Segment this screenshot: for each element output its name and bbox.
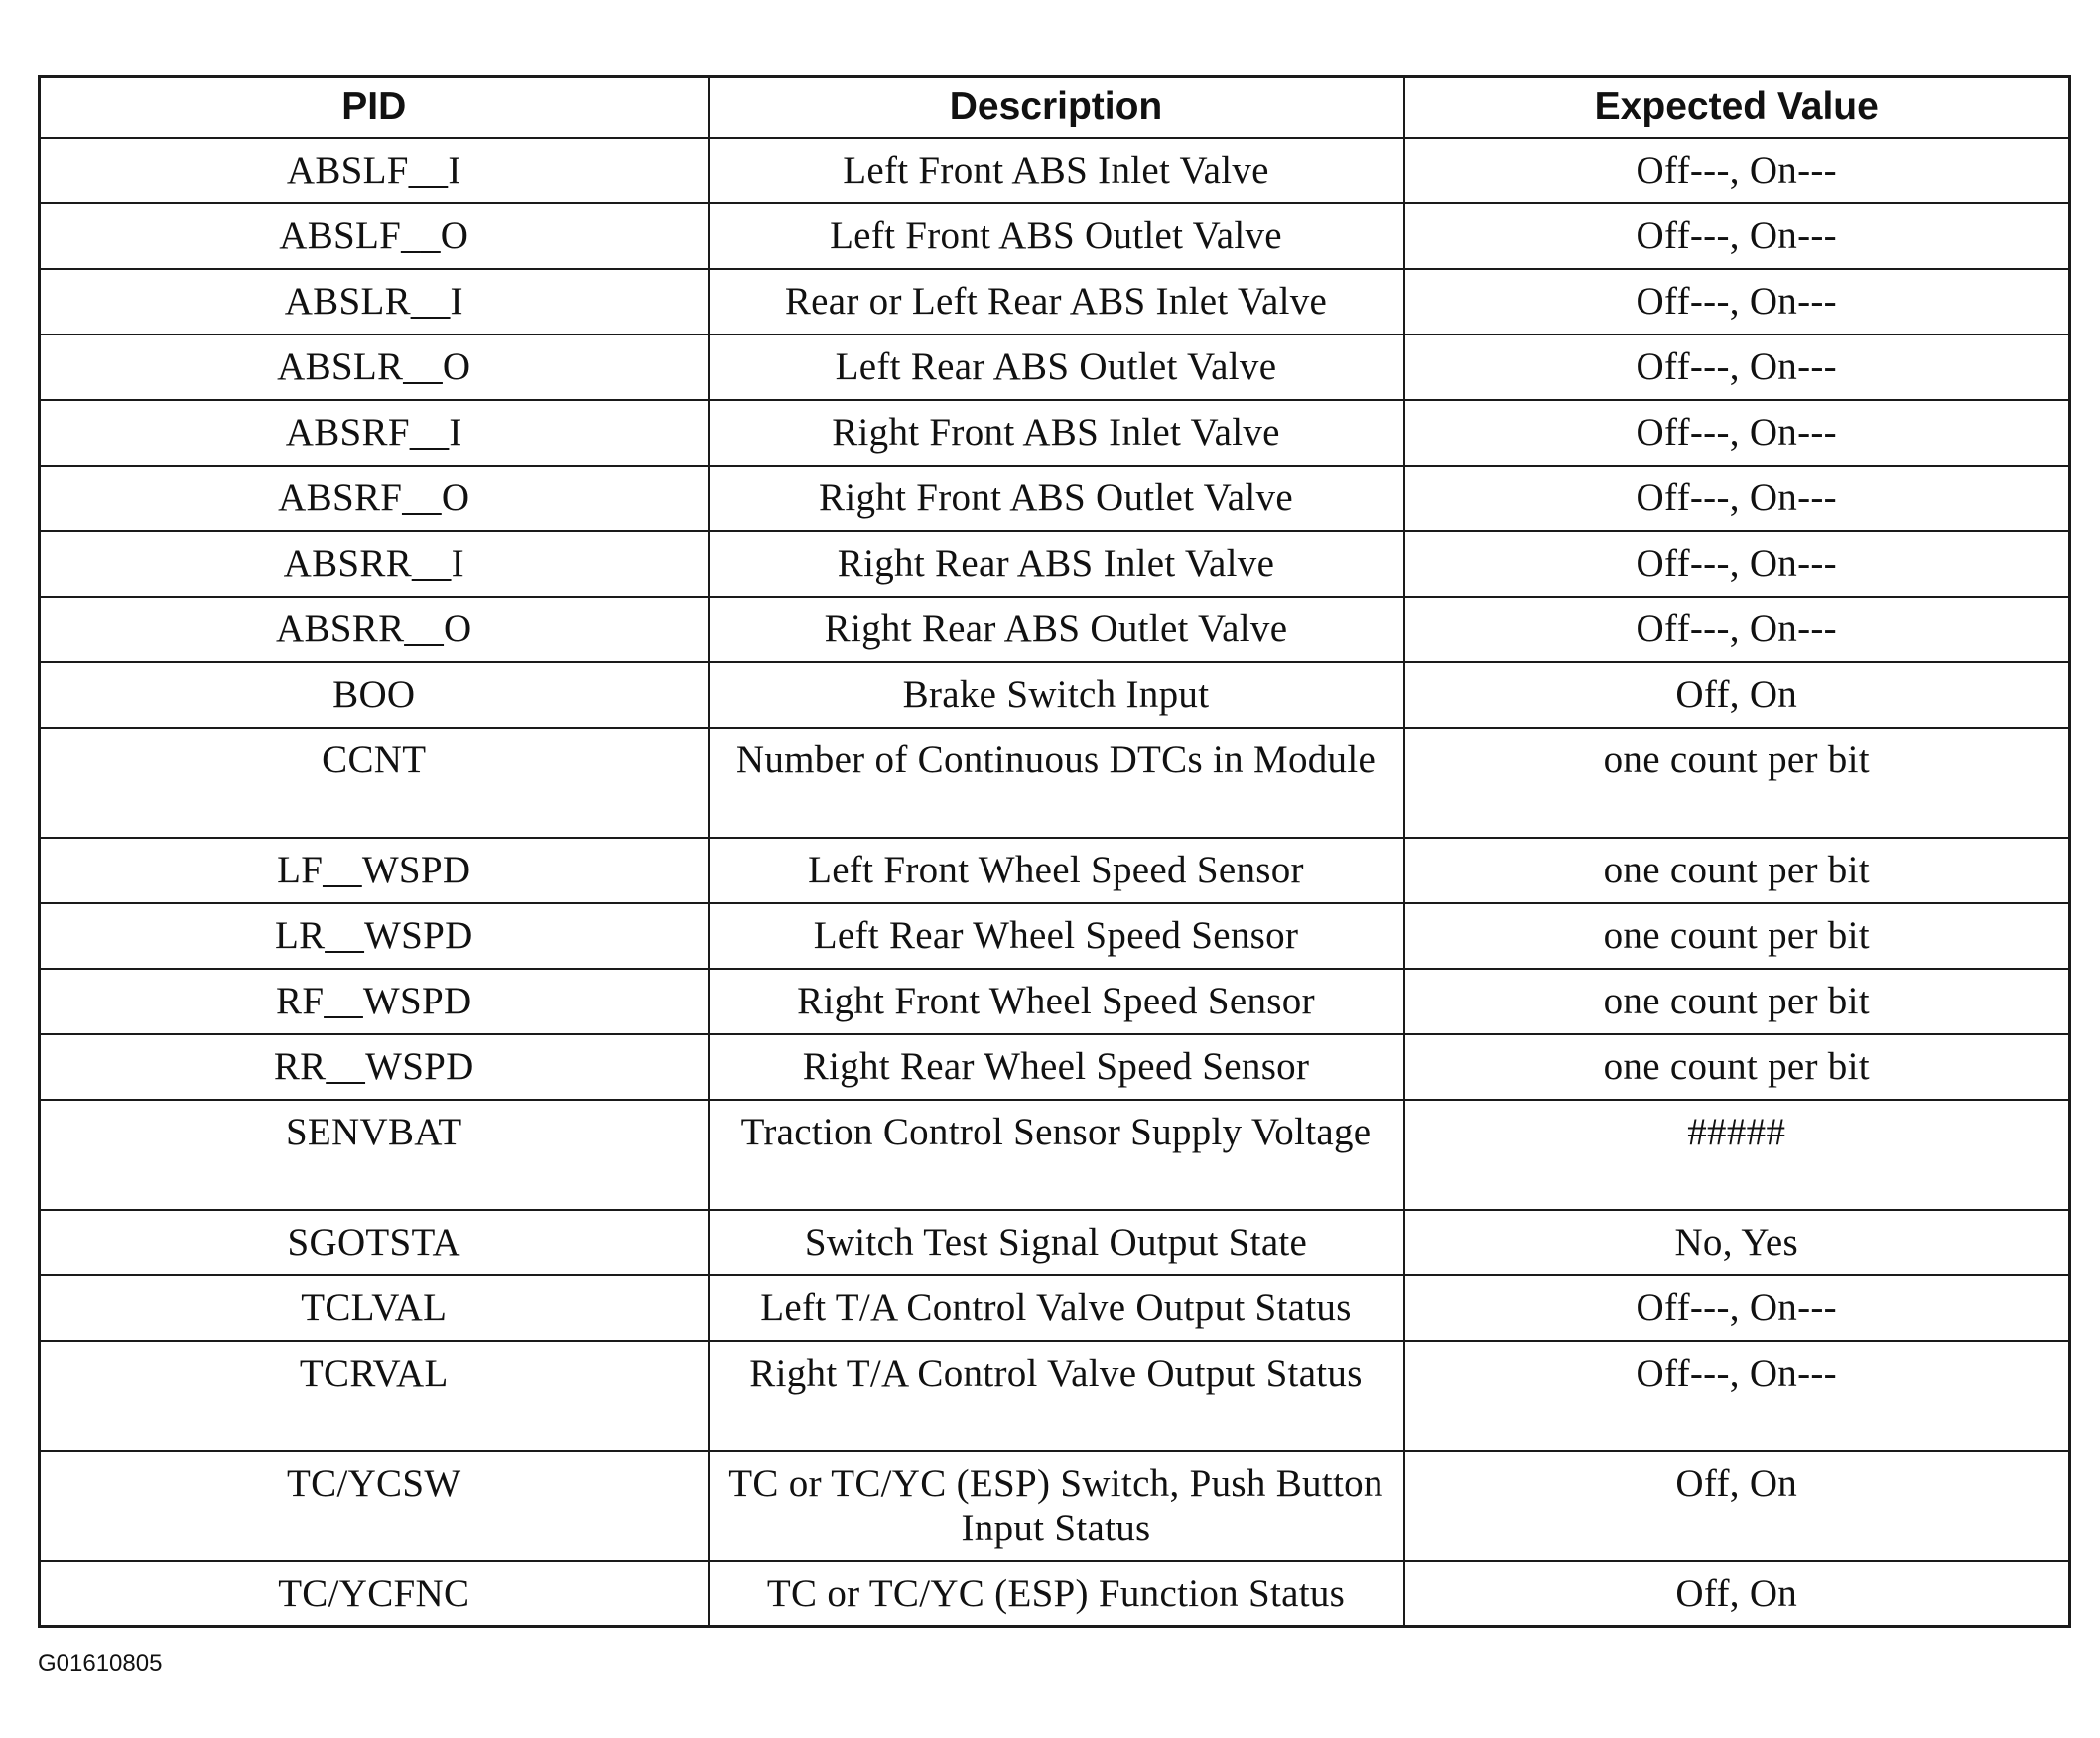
description-cell: Left T/A Control Valve Output Status xyxy=(709,1275,1404,1341)
description-cell: Left Front Wheel Speed Sensor xyxy=(709,838,1404,903)
pid-cell: ABSLF__I xyxy=(40,138,709,203)
expected-value-cell: Off---, On--- xyxy=(1404,1275,2070,1341)
expected-value-cell: one count per bit xyxy=(1404,838,2070,903)
header-pid: PID xyxy=(40,77,709,138)
pid-cell: RR__WSPD xyxy=(40,1034,709,1100)
description-cell: Traction Control Sensor Supply Voltage xyxy=(709,1100,1404,1210)
pid-cell: ABSRR__I xyxy=(40,531,709,597)
table-row xyxy=(40,1451,2070,1561)
header-expected-value: Expected Value xyxy=(1404,77,2070,138)
expected-value-cell: Off---, On--- xyxy=(1404,597,2070,662)
description-cell: Rear or Left Rear ABS Inlet Valve xyxy=(709,269,1404,334)
table-row xyxy=(40,1210,2070,1275)
table-row xyxy=(40,969,2070,1034)
expected-value-cell: Off, On xyxy=(1404,662,2070,728)
table-row xyxy=(40,1561,2070,1627)
pid-cell: TC/YCFNC xyxy=(40,1561,709,1627)
expected-value-cell: Off---, On--- xyxy=(1404,466,2070,531)
figure-id: G01610805 xyxy=(38,1650,163,1676)
expected-value-cell: Off---, On--- xyxy=(1404,138,2070,203)
description-cell: Left Rear ABS Outlet Valve xyxy=(709,334,1404,400)
pid-cell: TCRVAL xyxy=(40,1341,709,1451)
pid-cell: ABSRR__O xyxy=(40,597,709,662)
description-cell: TC or TC/YC (ESP) Function Status xyxy=(709,1561,1404,1627)
pid-cell: RF__WSPD xyxy=(40,969,709,1034)
table-row xyxy=(40,334,2070,400)
pid-cell: LR__WSPD xyxy=(40,903,709,969)
pid-cell: ABSRF__O xyxy=(40,466,709,531)
description-cell: Switch Test Signal Output State xyxy=(709,1210,1404,1275)
description-cell: Right Front Wheel Speed Sensor xyxy=(709,969,1404,1034)
expected-value-cell: Off---, On--- xyxy=(1404,400,2070,466)
table-row xyxy=(40,903,2070,969)
pid-cell: CCNT xyxy=(40,728,709,838)
header-row xyxy=(40,77,2070,138)
expected-value-cell: one count per bit xyxy=(1404,903,2070,969)
table-row xyxy=(40,269,2070,334)
table-row xyxy=(40,728,2070,838)
description-cell: Left Front ABS Inlet Valve xyxy=(709,138,1404,203)
description-cell: Right Front ABS Inlet Valve xyxy=(709,400,1404,466)
description-cell: Right Rear ABS Outlet Valve xyxy=(709,597,1404,662)
table-row xyxy=(40,1275,2070,1341)
header-description: Description xyxy=(709,77,1404,138)
table-row xyxy=(40,1100,2070,1210)
expected-value-cell: Off---, On--- xyxy=(1404,531,2070,597)
table-row xyxy=(40,531,2070,597)
table-row xyxy=(40,838,2070,903)
pid-cell: SENVBAT xyxy=(40,1100,709,1210)
table-row xyxy=(40,400,2070,466)
pid-cell: TCLVAL xyxy=(40,1275,709,1341)
description-cell: TC or TC/YC (ESP) Switch, Push Button Input Status xyxy=(709,1451,1404,1561)
description-cell: Right Rear ABS Inlet Valve xyxy=(709,531,1404,597)
table-row xyxy=(40,466,2070,531)
table-row xyxy=(40,662,2070,728)
table-row xyxy=(40,138,2070,203)
pid-cell: ABSRF__I xyxy=(40,400,709,466)
expected-value-cell: one count per bit xyxy=(1404,1034,2070,1100)
pid-cell: TC/YCSW xyxy=(40,1451,709,1561)
table-row xyxy=(40,203,2070,269)
pid-cell: ABSLF__O xyxy=(40,203,709,269)
description-cell: Brake Switch Input xyxy=(709,662,1404,728)
description-cell: Right Rear Wheel Speed Sensor xyxy=(709,1034,1404,1100)
expected-value-cell: Off---, On--- xyxy=(1404,334,2070,400)
expected-value-cell: one count per bit xyxy=(1404,969,2070,1034)
expected-value-cell: ##### xyxy=(1404,1100,2070,1210)
table-row xyxy=(40,1341,2070,1451)
pid-cell: LF__WSPD xyxy=(40,838,709,903)
pid-table xyxy=(38,75,2071,1628)
expected-value-cell: Off---, On--- xyxy=(1404,1341,2070,1451)
description-cell: Number of Continuous DTCs in Module xyxy=(709,728,1404,838)
description-cell: Left Front ABS Outlet Valve xyxy=(709,203,1404,269)
description-cell: Right T/A Control Valve Output Status xyxy=(709,1341,1404,1451)
expected-value-cell: No, Yes xyxy=(1404,1210,2070,1275)
expected-value-cell: Off---, On--- xyxy=(1404,269,2070,334)
expected-value-cell: Off, On xyxy=(1404,1561,2070,1627)
expected-value-cell: one count per bit xyxy=(1404,728,2070,838)
pid-cell: ABSLR__I xyxy=(40,269,709,334)
pid-cell: SGOTSTA xyxy=(40,1210,709,1275)
table-row xyxy=(40,597,2070,662)
pid-cell: ABSLR__O xyxy=(40,334,709,400)
description-cell: Left Rear Wheel Speed Sensor xyxy=(709,903,1404,969)
expected-value-cell: Off---, On--- xyxy=(1404,203,2070,269)
table-row xyxy=(40,1034,2070,1100)
pid-cell: BOO xyxy=(40,662,709,728)
description-cell: Right Front ABS Outlet Valve xyxy=(709,466,1404,531)
expected-value-cell: Off, On xyxy=(1404,1451,2070,1561)
